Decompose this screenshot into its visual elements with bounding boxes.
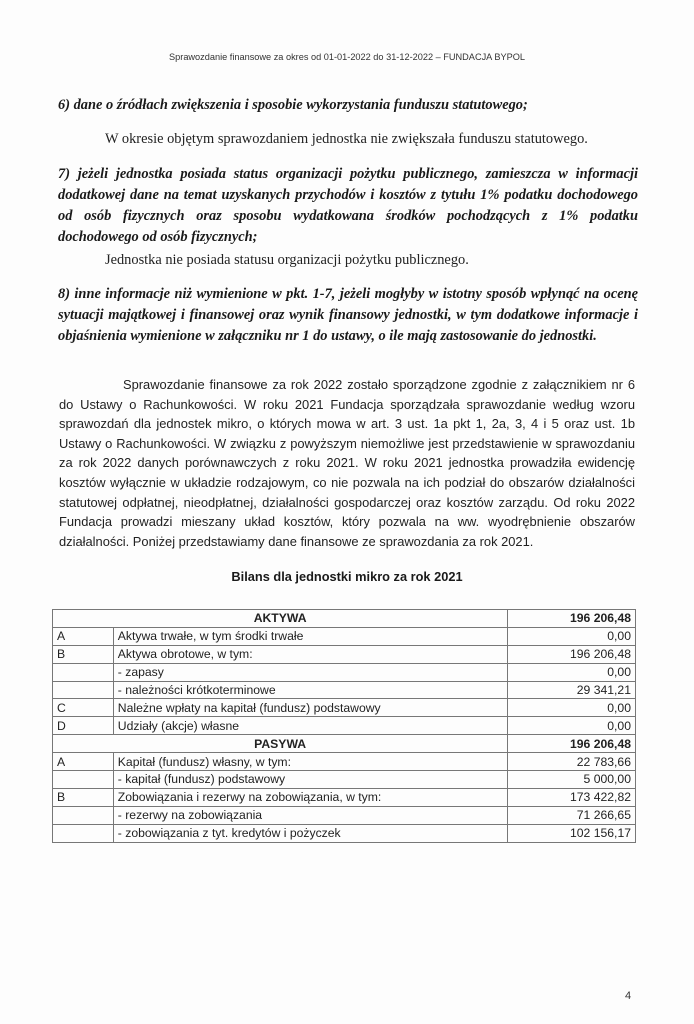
- section-label: AKTYWA: [53, 610, 508, 628]
- section-6-heading: 6) dane o źródłach zwiększenia i sposobie wykorzystania funduszu statutowego;: [58, 97, 528, 113]
- table-row: [53, 681, 636, 699]
- row-value: 71 266,65: [508, 806, 636, 824]
- row-label: Należne wpłaty na kapitał (fundusz) podstawowy: [113, 699, 507, 717]
- row-value: 0,00: [508, 627, 636, 645]
- row-label: Aktywa trwałe, w tym środki trwałe: [113, 627, 507, 645]
- row-code: [53, 663, 114, 681]
- row-value: 0,00: [508, 663, 636, 681]
- row-code: D: [53, 717, 114, 735]
- row-value: 196 206,48: [508, 645, 636, 663]
- row-value: 102 156,17: [508, 824, 636, 842]
- table-row: [53, 699, 636, 717]
- row-label: Zobowiązania i rezerwy na zobowiązania, w tym:: [113, 788, 507, 806]
- row-code: [53, 806, 114, 824]
- row-code: [53, 824, 114, 842]
- table-row: [53, 753, 636, 771]
- table-row: [53, 771, 636, 789]
- row-code: B: [53, 788, 114, 806]
- row-code: B: [53, 645, 114, 663]
- section-label: PASYWA: [53, 735, 508, 753]
- table-row: [53, 645, 636, 663]
- row-value: 22 783,66: [508, 753, 636, 771]
- page-number: 4: [625, 990, 632, 1002]
- section-6-answer: W okresie objętym sprawozdaniem jednostka nie zwiększała funduszu statutowego.: [105, 131, 588, 147]
- table-row: [53, 806, 636, 824]
- table-row: [53, 627, 636, 645]
- section-7-answer: Jednostka nie posiada statusu organizacji pożytku publicznego.: [105, 252, 469, 268]
- row-label: Aktywa obrotowe, w tym:: [113, 645, 507, 663]
- row-value: 173 422,82: [508, 788, 636, 806]
- row-label: - zobowiązania z tyt. kredytów i pożyczek: [113, 824, 507, 842]
- balance-sheet-title: Bilans dla jednostki mikro za rok 2021: [231, 569, 463, 584]
- table-row-aktywa: [53, 610, 636, 628]
- row-label: Udziały (akcje) własne: [113, 717, 507, 735]
- row-label: Kapitał (fundusz) własny, w tym:: [113, 753, 507, 771]
- section-total: 196 206,48: [508, 610, 636, 628]
- table-row: [53, 663, 636, 681]
- row-value: 0,00: [508, 717, 636, 735]
- table-row: [53, 824, 636, 842]
- row-code: A: [53, 753, 114, 771]
- row-label: - rezerwy na zobowiązania: [113, 806, 507, 824]
- row-code: C: [53, 699, 114, 717]
- running-header: Sprawozdanie finansowe za okres od 01-01-2022 do 31-12-2022 – FUNDACJA BYPOL: [169, 52, 525, 62]
- section-7-heading: 7) jeżeli jednostka posiada status organizacji pożytku publicznego, zamieszcza w informacji dodatkowej dane na temat uzyskanych przychodów i kosztów z tytułu 1% podatku dochodowego od osób fizycznych oraz sposobu wydatkowana środków pochodzących z 1% podatku dochodowego od osób fizycznych;: [58, 166, 638, 245]
- row-label: - należności krótkoterminowe: [113, 681, 507, 699]
- row-value: 29 341,21: [508, 681, 636, 699]
- row-code: A: [53, 627, 114, 645]
- table-row: [53, 788, 636, 806]
- row-value: 0,00: [508, 699, 636, 717]
- table-row: [53, 717, 636, 735]
- body-paragraph: [59, 375, 635, 551]
- table-row-pasywa: [53, 735, 636, 753]
- body-paragraph-text: Sprawozdanie finansowe za rok 2022 zostało sporządzone zgodnie z załącznikiem nr 6 do Ustawy o Rachunkowości. W roku 2021 Fundacja sporządzała sprawozdanie według wzoru sprawozdań dla jednostek mikro, o których mowa w art. 3 ust. 1a pkt 1, 2a, 3, 4 i 5 oraz ust. 1b Ustawy o Rachunkowości. W związku z powyższym niemożliwe jest przedstawienie w sprawozdaniu za rok 2022 danych porównawczych z roku 2021. W roku 2021 jednostka prowadziła ewidencję kosztów wyłącznie w układzie rodzajowym, co nie pozwala na ich podział do obszarów działalności statutowej odpłatnej, nieodpłatnej, działalności gospodarczej oraz kosztów zarządu. Od roku 2022 Fundacja prowadzi mieszany układ kosztów, który pozwala na ww. wyodrębnienie obszarów działalności. Poniżej przedstawiamy dane finansowe ze sprawozdania za rok 2021.: [59, 377, 635, 549]
- balance-sheet-table: [52, 609, 636, 843]
- row-value: 5 000,00: [508, 771, 636, 789]
- row-code: [53, 681, 114, 699]
- row-label: - kapitał (fundusz) podstawowy: [113, 771, 507, 789]
- section-total: 196 206,48: [508, 735, 636, 753]
- row-code: [53, 771, 114, 789]
- section-8-heading: 8) inne informacje niż wymienione w pkt. 1-7, jeżeli mogłyby w istotny sposób wpłynąć na ocenę sytuacji majątkowej i finansowej oraz wynik finansowy jednostki, w tym dodatkowe informacje i objaśnienia wymienione w załączniku nr 1 do ustawy, o ile mają zastosowanie do jednostki.: [58, 286, 638, 344]
- row-label: - zapasy: [113, 663, 507, 681]
